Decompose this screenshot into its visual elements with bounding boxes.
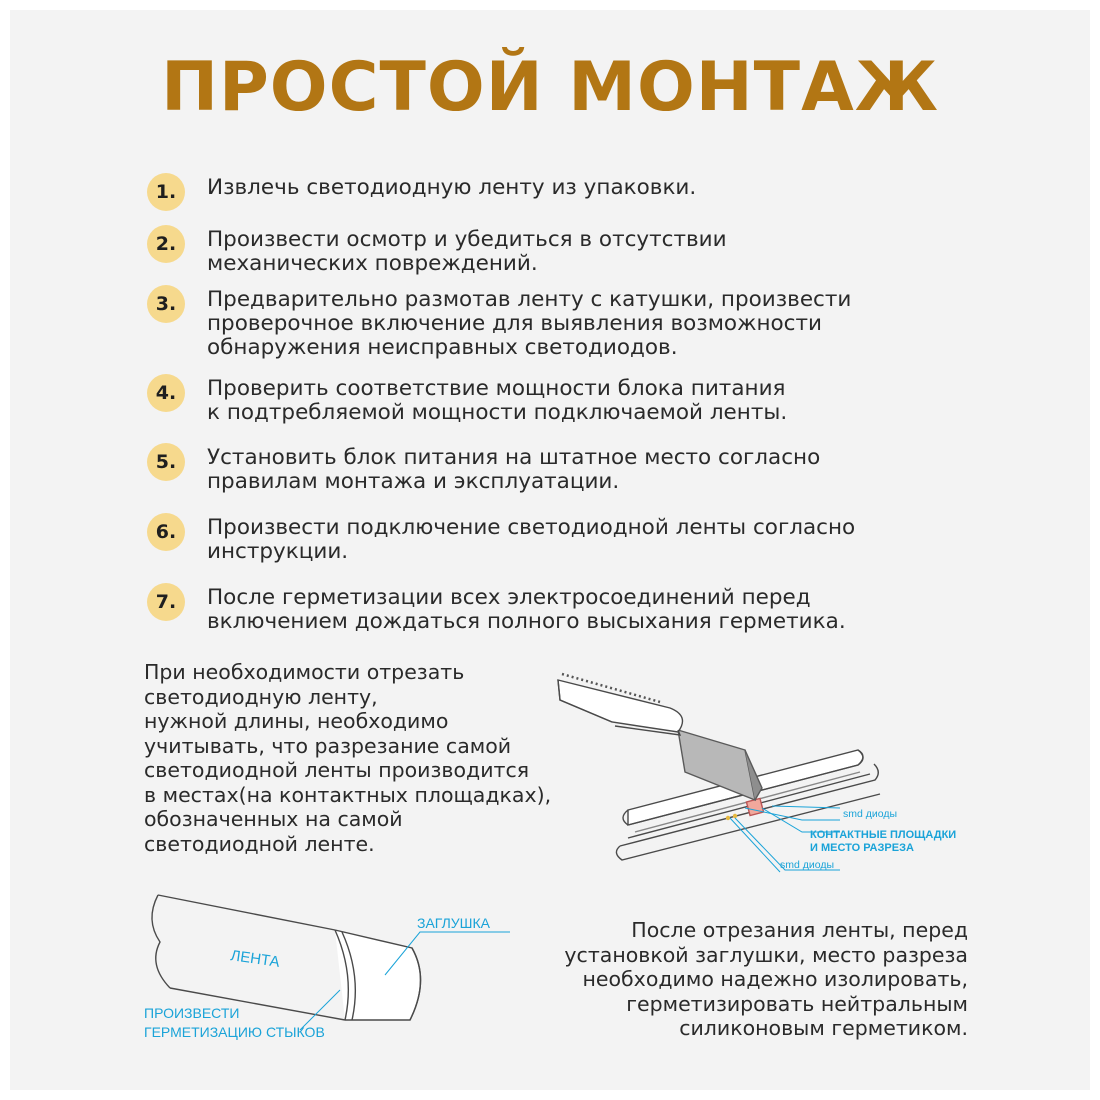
contacts-label-line1: КОНТАКТНЫЕ ПЛОЩАДКИ bbox=[810, 829, 957, 841]
tape-label: ЛЕНТА bbox=[229, 947, 281, 971]
step-number-badge: 1. bbox=[147, 173, 185, 211]
step-text: После герметизации всех электросоединений перед включением дождаться полного высыхания герметика. bbox=[207, 585, 846, 634]
end-cap-illustration bbox=[130, 880, 530, 1055]
step-number-badge: 6. bbox=[147, 513, 185, 551]
step-text: Произвести осмотр и убедиться в отсутствии механических повреждений. bbox=[207, 227, 727, 276]
page-title: ПРОСТОЙ МОНТАЖ bbox=[161, 48, 939, 127]
step-number-badge: 7. bbox=[147, 583, 185, 621]
step-number-badge: 3. bbox=[147, 285, 185, 323]
cutting-illustration bbox=[540, 660, 980, 875]
contacts-label-line2: И МЕСТО РАЗРЕЗА bbox=[810, 842, 914, 854]
seal-label-line1: ПРОИЗВЕСТИ bbox=[144, 1005, 240, 1021]
step-number-badge: 4. bbox=[147, 374, 185, 412]
step-number-badge: 2. bbox=[147, 225, 185, 263]
seal-label-line2: ГЕРМЕТИЗАЦИЮ СТЫКОВ bbox=[144, 1024, 325, 1040]
smd-diodes-label-bottom: smd диоды bbox=[780, 859, 835, 871]
seal-instruction-note: После отрезания ленты, перед установкой заглушки, место разреза необходимо надежно изолировать, герметизировать нейтральным силиконовым герметиком. bbox=[564, 918, 968, 1040]
step-number-badge: 5. bbox=[147, 443, 185, 481]
smd-diodes-label-top: smd диоды bbox=[843, 808, 898, 820]
plug-label: ЗАГЛУШКА bbox=[417, 915, 490, 931]
step-text: Предварительно размотав ленту с катушки, произвести проверочное включение для выявления возможности обнаружения неисправных светодиодов. bbox=[207, 287, 852, 360]
step-text: Произвести подключение светодиодной ленты согласно инструкции. bbox=[207, 515, 856, 564]
step-text: Извлечь светодиодную ленту из упаковки. bbox=[207, 175, 697, 200]
step-text: Установить блок питания на штатное место согласно правилам монтажа и эксплуатации. bbox=[207, 445, 821, 494]
step-text: Проверить соответствие мощности блока питания к подтребляемой мощности подключаемой ленты. bbox=[207, 376, 788, 425]
cut-instruction-note: При необходимости отрезать светодиодную ленту, нужной длины, необходимо учитывать, что разрезание самой светодиодной ленты производится в местах(на контактных площадках), обозначенных на самой светодиодной ленте. bbox=[144, 660, 552, 856]
